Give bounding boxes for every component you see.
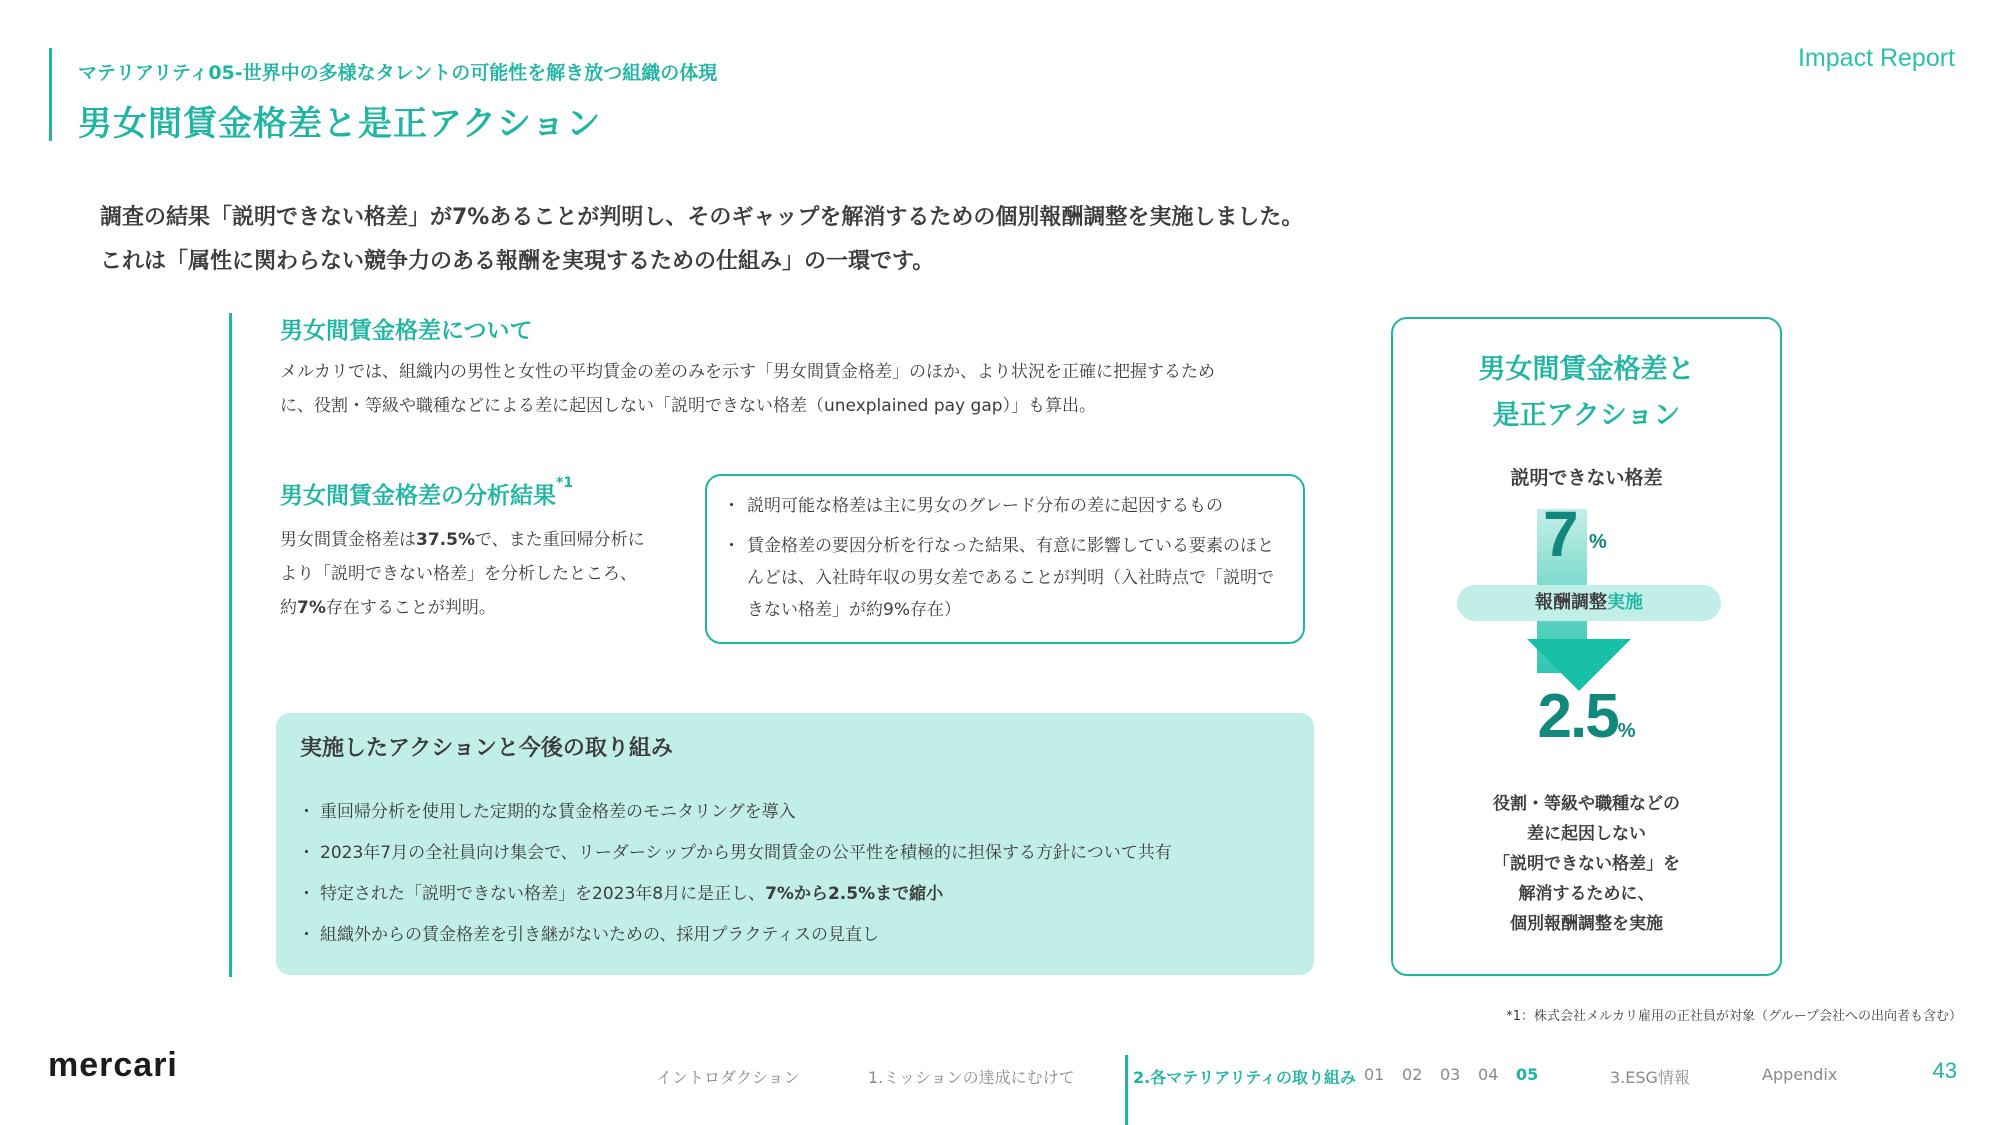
reduction-text: 7%から2.5%まで縮小 [765, 884, 944, 904]
lead-text [100, 196, 1303, 284]
header-accent-bar [49, 48, 52, 141]
note-item: ・ 説明可能な格差は主に男女のグレード分布の差に起因するもの [725, 490, 1285, 522]
nav-intro[interactable]: イントロダクション [656, 1068, 800, 1087]
unexplained-value: 7% [297, 598, 326, 618]
nav-sub-04[interactable]: 04 [1478, 1065, 1499, 1084]
nav-materiality[interactable]: 2.各マテリアリティの取り組み [1133, 1068, 1356, 1087]
nav-appendix[interactable]: Appendix [1762, 1065, 1838, 1084]
summary-title-line-2: 是正アクション [1492, 400, 1681, 431]
section-subtitle: マテリアリティ05-世界中の多様なタレントの可能性を解き放つ組織の体現 [78, 62, 718, 84]
adjustment-pill [1457, 585, 1721, 621]
summary-card [1391, 317, 1782, 976]
about-body-line-2: に、役割・等級や職種などによる差に起因しない「説明できない格差（unexplained pay gap）」も算出。 [280, 396, 1097, 416]
analysis-heading-text: 男女間賃金格差の分析結果 [280, 483, 556, 509]
summary-title [1393, 347, 1780, 439]
actions-heading: 実施したアクションと今後の取り組み [300, 736, 673, 761]
desc-line: 「説明できない格差」を [1493, 854, 1680, 874]
action-item: ・ 2023年7月の全社員向け集会で、リーダーシップから男女間賃金の公平性を積極的に担保する方針について共有 [300, 833, 1290, 874]
pill-highlight: 実施 [1607, 592, 1643, 613]
action-item: ・ 重回帰分析を使用した定期的な賃金格差のモニタリングを導入 [300, 792, 1290, 833]
action-item [300, 874, 1290, 915]
nav-sub-03[interactable]: 03 [1440, 1065, 1461, 1084]
after-unit: % [1617, 720, 1636, 742]
actions-panel [276, 713, 1314, 975]
nav-sub-02[interactable]: 02 [1402, 1065, 1423, 1084]
text: で、また重回帰分析に [474, 530, 645, 550]
footnote-ref: *1 [556, 475, 574, 491]
about-body-line-1: メルカリでは、組織内の男性と女性の平均賃金の差のみを示す「男女間賃金格差」のほか、より状況を正確に把握するため [280, 362, 1215, 382]
page-title: 男女間賃金格差と是正アクション [78, 104, 602, 144]
desc-line: 個別報酬調整を実施 [1510, 914, 1663, 934]
footnote: *1：株式会社メルカリ雇用の正社員が対象（グループ会社への出向者も含む） [1506, 1009, 1962, 1024]
text: 存在することが判明。 [325, 598, 496, 618]
mercari-logo: mercari [48, 1046, 178, 1084]
note-item: ・ 賃金格差の要因分析を行なった結果、有意に影響している要素のほとんどは、入社時年収の男女差であることが判明（入社時点で「説明できない格差」が約9%存在） [725, 530, 1285, 626]
analysis-line-2: より「説明できない格差」を分析したところ、 [280, 564, 637, 584]
text: 特定された「説明できない格差」を2023年8月に是正し、 [320, 884, 766, 904]
nav-esg[interactable]: 3.ESG情報 [1610, 1068, 1690, 1087]
unexplained-gap-label: 説明できない格差 [1510, 467, 1663, 489]
impact-report-brand: Impact Report [1797, 44, 1955, 72]
before-unit: % [1589, 531, 1607, 553]
pill-text: 報酬調整 [1535, 592, 1607, 613]
text: 約 [280, 598, 297, 618]
about-heading: 男女間賃金格差について [280, 318, 533, 344]
about-body [280, 355, 1215, 423]
desc-line: 差に起因しない [1527, 824, 1646, 844]
summary-title-line-1: 男女間賃金格差と [1478, 354, 1695, 385]
lead-line-1: 調査の結果「説明できない格差」が7%あることが判明し、そのギャップを解消するための個別報酬調整を実施しました。 [100, 205, 1304, 230]
nav-sub-01[interactable]: 01 [1364, 1065, 1385, 1084]
nav-mission[interactable]: 1.ミッションの達成にむけて [868, 1068, 1075, 1087]
before-value: 7 [1543, 498, 1579, 570]
after-value [1393, 681, 1780, 752]
text: 男女間賃金格差は [280, 530, 416, 550]
desc-line: 解消するために、 [1518, 884, 1655, 904]
content-accent-bar [229, 313, 232, 977]
analysis-line-3 [280, 591, 645, 625]
action-item: ・ 組織外からの賃金格差を引き継がないための、採用プラクティスの見直し [300, 915, 1290, 956]
lead-line-2: これは「属性に関わらない競争力のある報酬を実現するための仕組み」の一環です。 [100, 249, 935, 274]
analysis-heading [280, 477, 573, 510]
page-number: 43 [1932, 1058, 1957, 1083]
nav-sub-05[interactable]: 05 [1516, 1065, 1539, 1084]
after-number: 2.5 [1537, 682, 1618, 751]
gap-value: 37.5% [416, 530, 475, 550]
analysis-body [280, 523, 645, 625]
analysis-line-1 [280, 523, 645, 557]
summary-description [1393, 789, 1780, 939]
desc-line: 役割・等級や職種などの [1493, 794, 1680, 814]
nav-active-indicator [1125, 1055, 1128, 1125]
analysis-notes-box [705, 474, 1305, 644]
